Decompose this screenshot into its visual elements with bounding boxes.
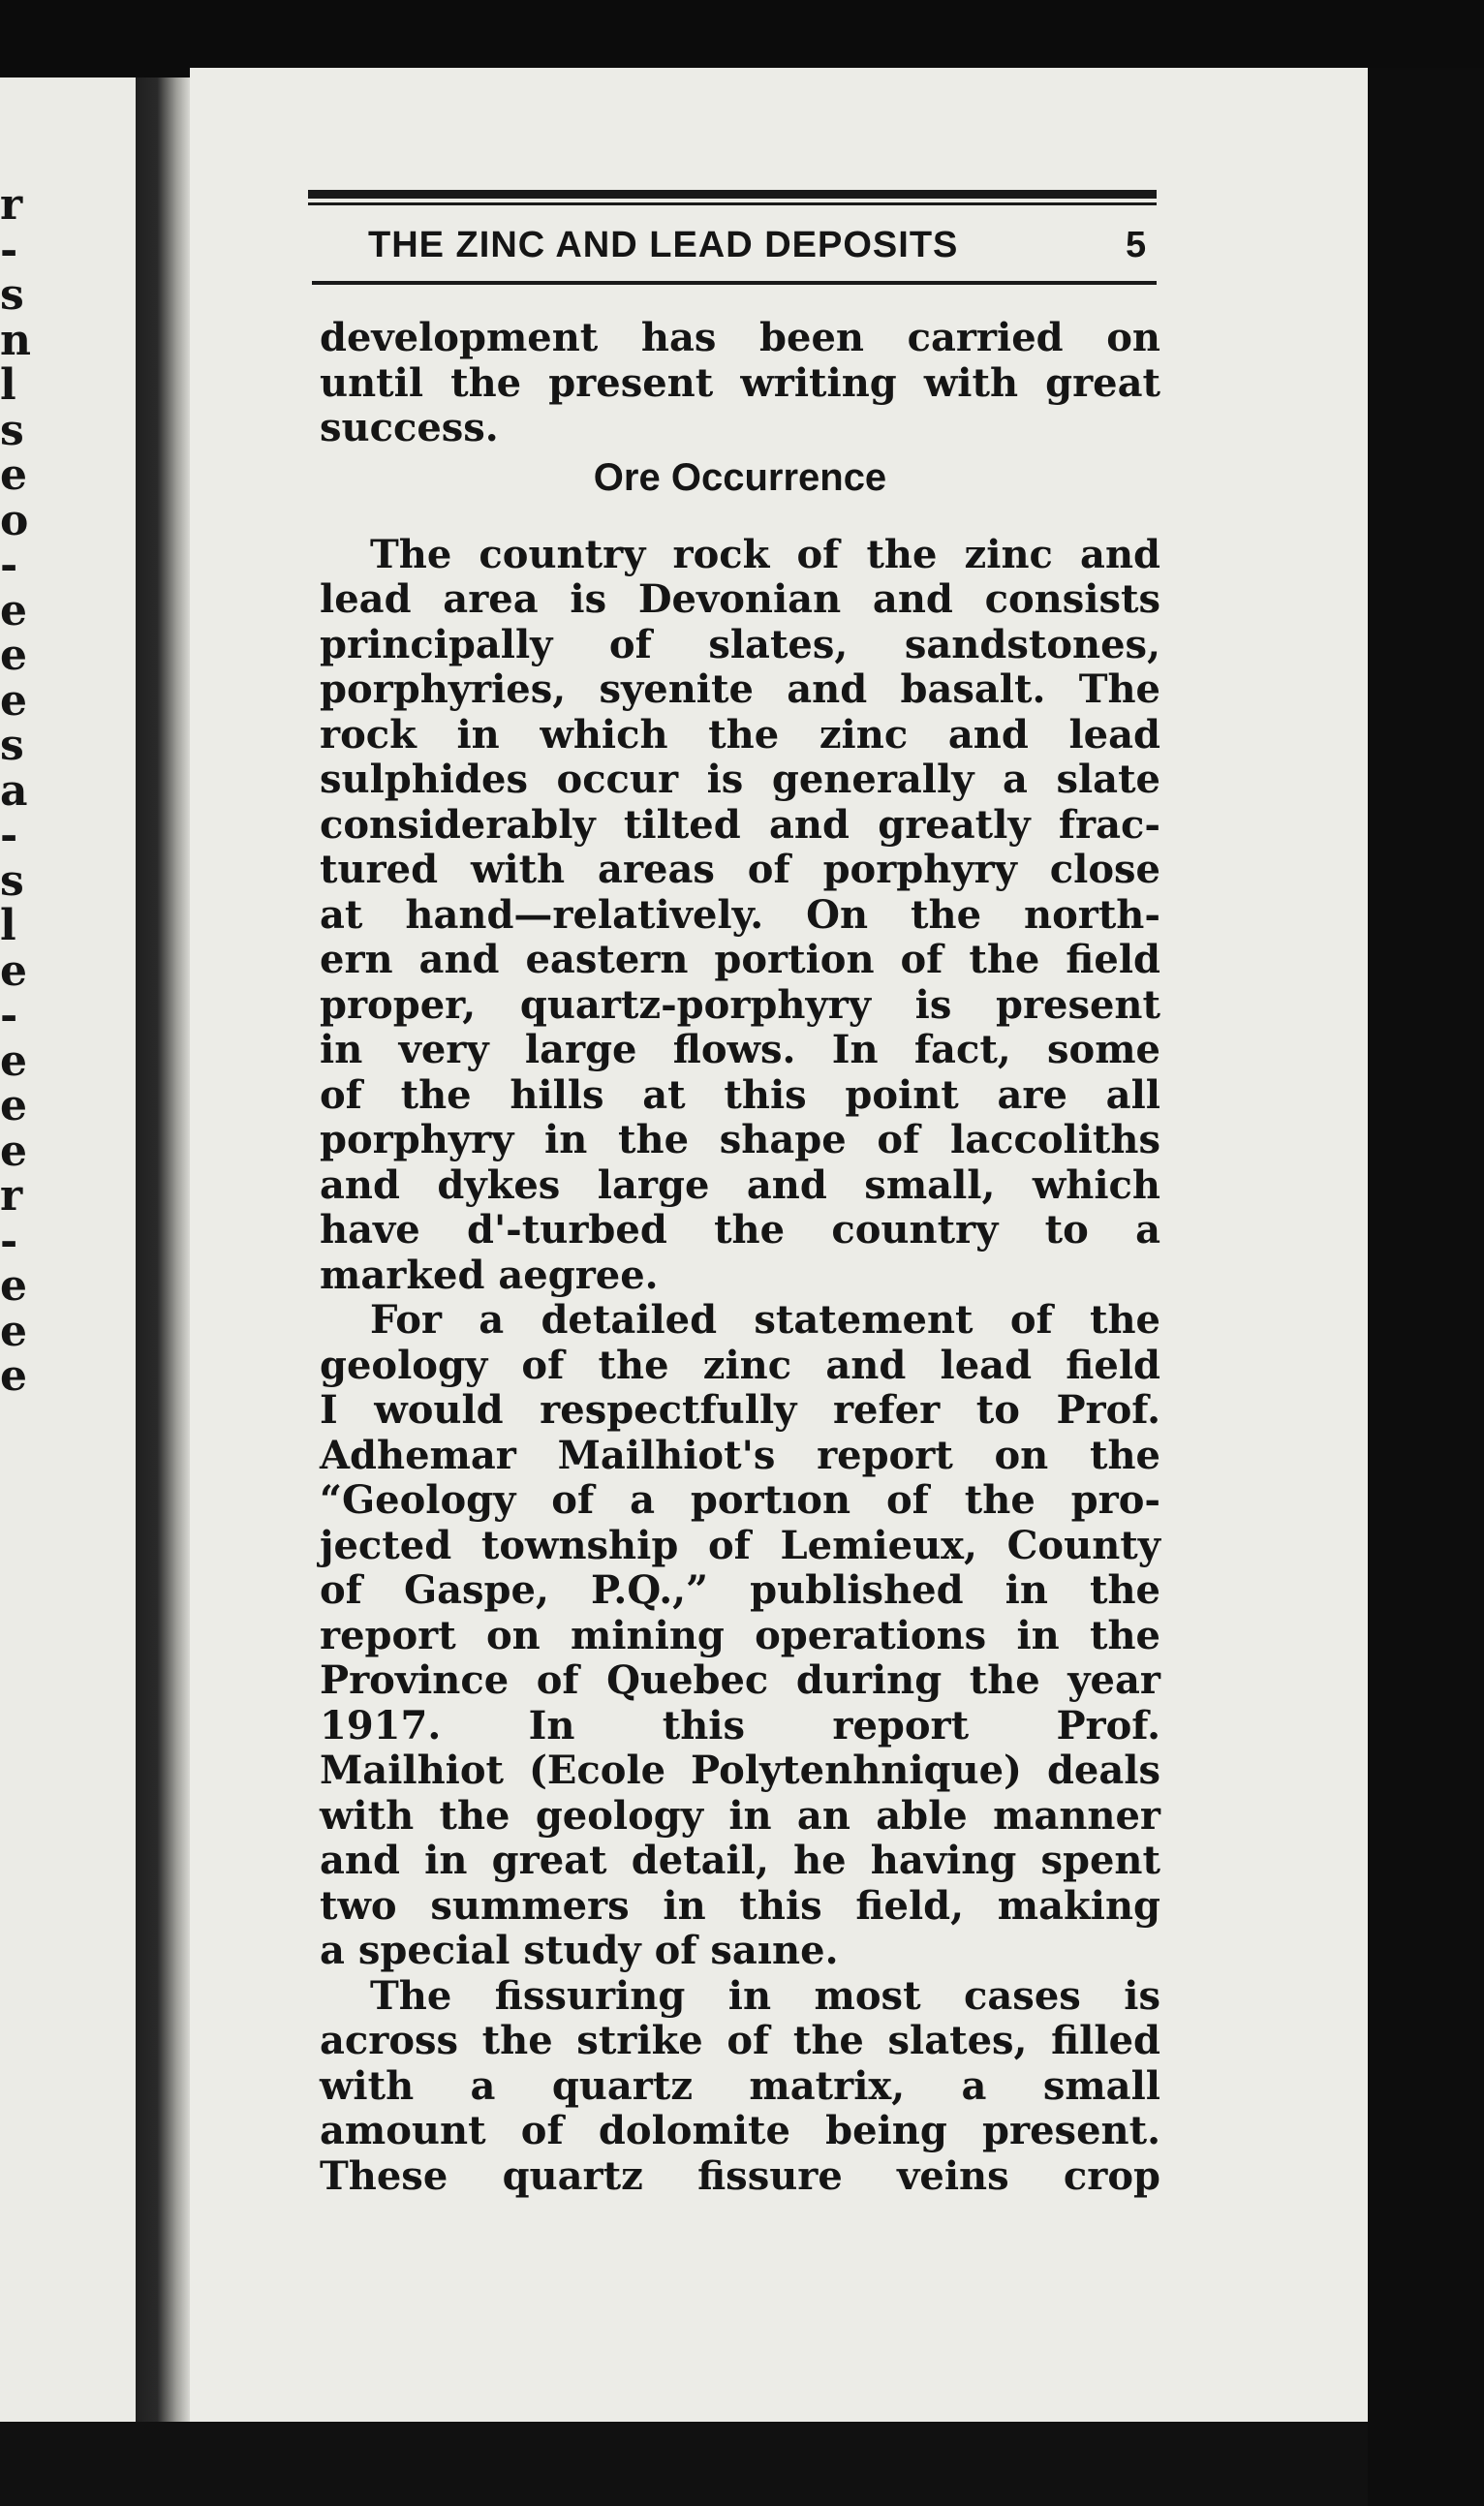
text-line: “Geology of a portıon of the pro-: [320, 1477, 1160, 1523]
left-page-fragment: e: [0, 675, 27, 726]
left-page-fragment: -: [0, 811, 18, 860]
text-line: For a detailed statement of the: [370, 1297, 1160, 1343]
left-page-fragment: e: [0, 631, 27, 680]
left-page-fragment: e: [0, 1261, 27, 1311]
left-page-fragment: e: [0, 1351, 27, 1401]
body-text: [320, 316, 1160, 2199]
left-page-fragment: a: [0, 765, 28, 816]
text-line: geology of the zinc and lead field: [320, 1342, 1160, 1388]
text-line: amount of dolomite being present.: [320, 2108, 1160, 2153]
text-line: until the present writing with great: [320, 359, 1160, 406]
left-page-fragment: r: [0, 1171, 23, 1221]
running-head-title: THE ZINC AND LEAD DEPOSITS: [368, 225, 959, 265]
left-page-fragment: o: [0, 495, 29, 545]
text-line: across the strike of the slates, filled: [320, 2018, 1160, 2063]
paragraph-geology-reference: [320, 1298, 1160, 1974]
text-line: principally of slates, sandstones,: [320, 621, 1160, 667]
text-line: with a quartz matrix, a small: [320, 2062, 1160, 2109]
left-page-fragment: -: [0, 1216, 18, 1266]
left-page-fragment: s: [0, 270, 24, 320]
text-line: sulphides occur is generally a slate: [320, 757, 1160, 802]
text-line: and dykes large and small, which: [320, 1161, 1160, 1208]
text-line: Province of Quebec during the year: [320, 1657, 1160, 1703]
intro-paragraph: [320, 316, 1160, 451]
text-line: porphyry in the shape of laccoliths: [320, 1117, 1160, 1162]
left-page-fragment: s: [0, 405, 24, 455]
text-line: development has been carried on: [320, 315, 1160, 360]
left-page-fragment: -: [0, 991, 18, 1040]
text-line: I would respectfully refer to Prof.: [320, 1387, 1160, 1433]
text-line: 1917. In this report Prof.: [320, 1702, 1160, 1748]
text-line: a special study of saıne.: [320, 1928, 839, 1973]
text-line: considerably tilted and greatly frac-: [320, 801, 1160, 848]
text-line: in very large flows. In fact, some: [320, 1027, 1160, 1072]
text-line: of Gaspe, P.Q.,” published in the: [320, 1567, 1160, 1613]
text-line: two summers in this field, making: [320, 1882, 1160, 1929]
left-page-fragment: e: [0, 585, 27, 635]
header-rule-thin: [308, 202, 1157, 205]
section-heading: Ore Occurrence: [593, 455, 887, 499]
text-line: have d'-turbed the country to a: [320, 1207, 1160, 1253]
text-line: of the hills at this point are all: [320, 1071, 1160, 1118]
left-page-fragment: -: [0, 225, 18, 275]
text-line: with the geology in an able manner: [320, 1792, 1160, 1839]
left-page-fragment: r: [0, 180, 23, 230]
left-page-fragment: n: [0, 315, 31, 365]
paragraph-fissuring: [320, 1974, 1160, 2200]
left-page-fragment: s: [0, 721, 24, 770]
scanner-bottom-border: [0, 2422, 1368, 2506]
text-line: at hand—relatively. On the north-: [320, 891, 1160, 938]
text-line: The country rock of the zinc and: [370, 531, 1160, 577]
paragraph-country-rock: [320, 533, 1160, 1299]
text-line: These quartz fissure veins crop: [320, 2152, 1160, 2199]
text-line: lead area is Devonian and consists: [320, 576, 1160, 622]
text-line: jected township of Lemieux, County: [320, 1522, 1160, 1568]
text-line: success.: [320, 405, 499, 450]
left-page-fragment: s: [0, 855, 24, 906]
text-line: The fissuring in most cases is: [370, 1972, 1160, 2019]
text-line: proper, quartz-porphyry is present: [320, 981, 1160, 1028]
header-rule-bottom: [312, 281, 1157, 285]
book-gutter: [136, 77, 190, 2422]
text-line: ern and eastern portion of the field: [320, 937, 1160, 982]
left-page-fragment: e: [0, 1036, 27, 1086]
text-line: report on mining operations in the: [320, 1612, 1160, 1658]
left-page-fragment: e: [0, 1126, 27, 1176]
text-line: rock in which the zinc and lead: [320, 711, 1160, 758]
left-page-fragment: -: [0, 541, 18, 590]
left-page-fragment: l: [0, 901, 16, 950]
left-page-fragment: l: [0, 360, 16, 410]
scanner-right-border: [1368, 68, 1484, 2506]
page-number: 5: [1126, 225, 1147, 265]
left-page-fragment: e: [0, 1306, 27, 1356]
left-page-fragment: e: [0, 450, 27, 500]
text-line: Adhemar Mailhiot's report on the: [320, 1432, 1160, 1478]
text-line: Mailhiot (Ecole Polytenhnique) deals: [320, 1748, 1160, 1793]
text-line: and in great detail, he having spent: [320, 1838, 1160, 1883]
left-page-fragment: e: [0, 1081, 27, 1130]
text-line: tured with areas of porphyry close: [320, 847, 1160, 892]
header-rule-thick: [308, 190, 1157, 199]
scanner-top-border: [0, 0, 1484, 77]
left-page-fragment: e: [0, 945, 27, 996]
text-line: marked aegree.: [320, 1252, 659, 1298]
text-line: porphyries, syenite and basalt. The: [320, 666, 1160, 712]
